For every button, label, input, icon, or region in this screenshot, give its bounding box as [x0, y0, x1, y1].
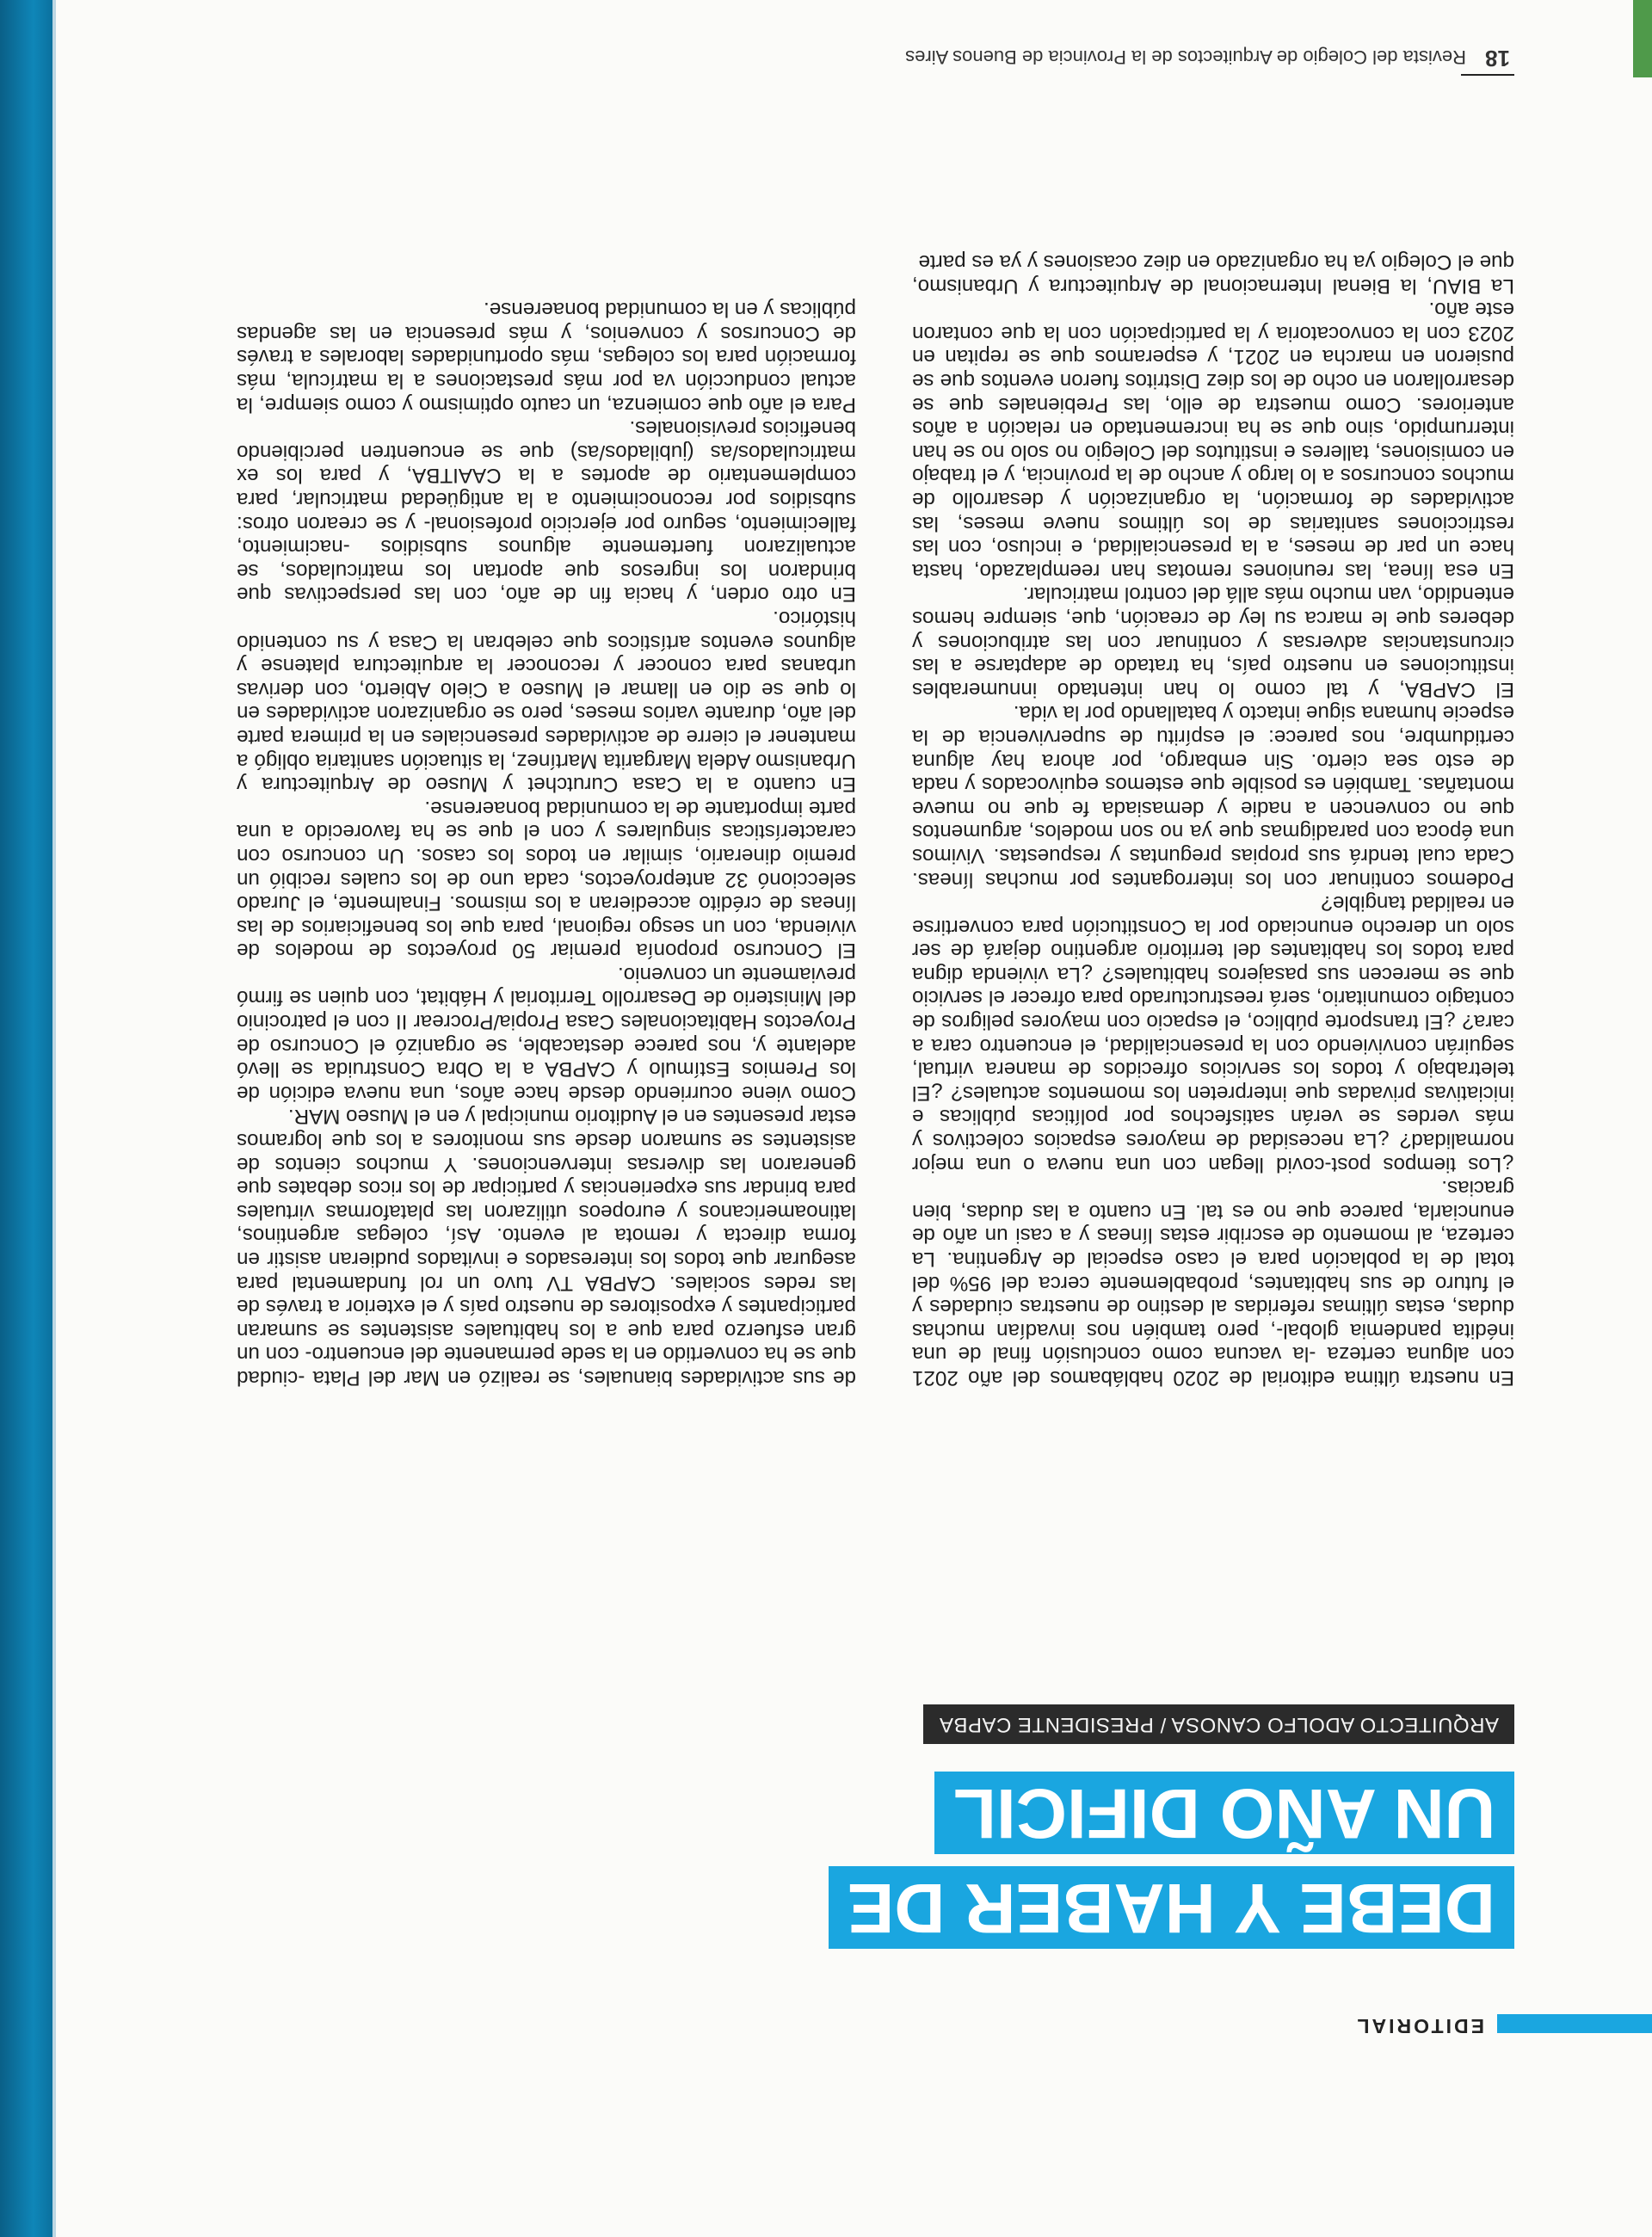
- paragraph: El CAPBA, y tal como lo han intentado innumerables instituciones en nuestro país, ha tratado de adaptarse a las circunstancias adversas y continuar con las atribuciones y deberes que le marca su ley de creación, que, siempre hemos entendido, van mucho más allá del control matricular.: [912, 582, 1514, 701]
- page-number: 18: [1485, 46, 1510, 71]
- article-column-1: [912, 250, 1514, 1390]
- publication-name: Revista del Colegio de Arquitectos de la Provincia de Buenos Aires: [905, 46, 1466, 68]
- page-footer: [822, 45, 1510, 71]
- section-label: EDITORIAL: [1354, 2015, 1484, 2037]
- paragraph: En otro orden, y hacia fin de año, con las perspectivas que brindaron los ingresos que aportan los matriculados, se actualizaron fuertemente algunos subsidios -nacimiento, fallecimiento, seguro por ejercicio profesional- y se crearon otros: subsidios por reconocimiento a la antigüedad matricular, para complementario de aportes a la CAAITBA, y para los ex matriculados/as (jubilados/as) que se encuentren percibiendo beneficios previsionales.: [237, 416, 856, 607]
- paragraph: El Concurso proponía premiar 50 proyectos de modelos de vivienda, con un sesgo regional, para que los beneficiarios de las líneas de crédito accedieran a los mismos. Finalmente, el Jurado seleccionó 32 anteproyectos, cada uno de los cuales recibió un premio dinerario, similar en todos los casos. Un concurso con características singulares y con el que se ha favorecido a una parte importante de la comunidad bonaerense.: [237, 796, 856, 963]
- paragraph: En nuestra última editorial de 2020 hablábamos del año 2021 con alguna certeza -la vacuna como conclusión final de una inédita pandemia global-, pero también nos invadían muchas dudas, estas últimas referidas al destino de nuestras ciudades y el futuro de sus habitantes, probablemente cerca del 95% del total de la población para el caso especial de Argentina. La certeza, al momento de escribir estas líneas y a casi un año de enunciarla, parece que no es tal. En cuanto a las dudas, bien gracias.: [912, 1176, 1514, 1390]
- paragraph: En cuanto a la Casa Curutchet y Museo de Arquitectura y Urbanismo Adela Margarita Martínez, la situación sanitaria obligó a mantener el cierre de actividades presenciales en la primera parte del año, durante varios meses, pero se organizaron actividades en lo que se dio en llamar el Museo a Cielo Abierto, con derivas urbanas para conocer y reconocer la arquitectura platense y algunos eventos artísticos que celebran la Casa y su contenido histórico.: [237, 607, 856, 797]
- paragraph: En esa línea, las reuniones remotas han reemplazado, hasta hace un par de meses, a la presencialidad, e incluso, con las restricciones sanitarias de los últimos nueve meses, las actividades de formación, la organización y desarrollo de muchos concursos a lo largo y ancho de la provincia, y el trabajo en comisiones, talleres e institutos del Colegio no solo no se han interrumpido, sino que se ha incrementado en relación a años anteriores. Como muestra de ello, las Prebienales que se desarrollaron en ocho de los diez Distritos fueron eventos que se pusieron en marcha en 2021, y esperamos que se repitan en 2023 con la convocatoria y la participación con la que contaron este año.: [912, 298, 1514, 582]
- paragraph: de sus actividades bianuales, se realizó en Mar del Plata -ciudad que se ha convertido en la sede permanente del encuentro- con un gran esfuerzo para que a los habituales asistentes se sumaran participantes y expositores de nuestro país y el exterior a través de las redes sociales. CAPBA TV tuvo un rol fundamental para asegurar que todos los interesados e invitados pudieran asistir en forma directa y remota al evento. Así, colegas argentinos, latinoamericanos y europeos utilizaron las plataformas virtuales para brindar sus experiencias y participar de los ricos debates que generaron las diversas intervenciones. Y muchos cientos de asistentes se sumaron desde sus monitores a los que logramos estar presentes en el Auditorio municipal y en el Museo MAR.: [237, 1105, 856, 1390]
- paragraph: Podemos continuar con los interrogantes por muchas líneas. Cada cual tendrá sus propias preguntas y respuestas. Vivimos una época con paradigmas que ya no son modelos, argumentos que no convencen a nadie y demasiada fe que no mueve montañas. También es posible que estemos equivocados y nada de esto sea cierto. Sin embargo, por ahora hay alguna certidumbre, nos parece: el espíritu de supervivencia de la especie humana sigue intacto y batallando por la vida.: [912, 701, 1514, 891]
- article-column-2: [237, 298, 856, 1390]
- background-green-edge: [1633, 0, 1652, 77]
- paragraph: La BIAU, la Bienal Internacional de Arquitectura y Urbanismo, que el Colegio ya ha organizado en diez ocasiones y ya es parte: [912, 250, 1514, 298]
- footer-rule: [1461, 74, 1514, 76]
- paragraph: Para el año que comienza, un cauto optimismo y como siempre, la actual conducción va por más prestaciones a la matrícula, más formación para los colegas, más oportunidades laborales a través de Concursos y convenios, y más presencia en las agendas públicas y en la comunidad bonaerense.: [237, 298, 856, 416]
- title-line-1: DEBE Y HABER DE: [829, 1866, 1514, 1949]
- background-blue-strip: [0, 0, 56, 2237]
- paragraph: ¿Los tiempos post-covid llegan con una nueva o una mejor normalidad? ¿La necesidad de mayores espacios colectivos y más verdes se verán satisfechos por políticas públicas e iniciativas privadas que interpreten los momentos actuales? ¿El teletrabajo y todos los servicios ofrecidos de manera virtual, seguirán conviviendo con la presencialidad, el encuentro cara a cara? ¿El transporte público, el espacio con mayores peligros de contagio comunitario, será reestructurado para ofrecer el servicio que se merecen sus pasajeros habituales? ¿La vivienda digna para todos los habitantes del territorio argentino dejará de ser solo un derecho enunciado por la Constitución para convertirse en realidad tangible?: [912, 891, 1514, 1176]
- section-accent-bar: [1497, 2014, 1652, 2033]
- title-line-2: UN AÑO DIFICIL: [934, 1772, 1514, 1854]
- paragraph: Como viene ocurriendo desde hace años, una nueva edición de los Premios Estímulo y CAPBA a la Obra Construida se llevó adelante y, nos parece destacable, se organizó el Concurso de Proyectos Habitacionales Casa Propia/Procrear II con el patrocinio del Ministerio de Desarrollo Territorial y Hábitat, con quien se firmó previamente un convenio.: [237, 962, 856, 1105]
- author-byline: ARQUITECTO ADOLFO CANOSA / PRESIDENTE CAPBA: [923, 1704, 1514, 1744]
